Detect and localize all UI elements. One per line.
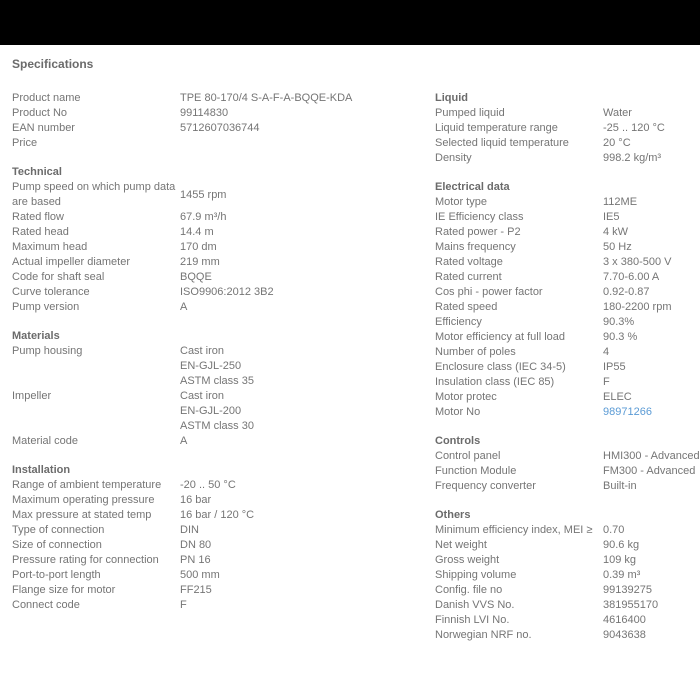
row-value: 0.70 xyxy=(603,524,625,536)
row-value: EN-GJL-250 xyxy=(180,360,242,372)
spec-row xyxy=(435,240,692,255)
row-label: Number of poles xyxy=(435,346,516,358)
row-value: 7.70-6.00 A xyxy=(603,271,660,283)
spec-row xyxy=(12,404,435,419)
row-value: 16 bar / 120 °C xyxy=(180,509,255,521)
row-label: Type of connection xyxy=(12,524,105,536)
row-value: 112ME xyxy=(603,196,638,208)
row-value: 5712607036744 xyxy=(180,122,260,134)
row-label: Pump version xyxy=(12,301,80,313)
spec-section xyxy=(435,508,692,643)
row-label: Max pressure at stated temp xyxy=(12,509,152,521)
row-value: PN 16 xyxy=(180,554,211,566)
row-label: IE Efficiency class xyxy=(435,211,524,223)
row-label: Curve tolerance xyxy=(12,286,90,298)
row-value: F xyxy=(180,599,187,611)
row-value: IE5 xyxy=(603,211,620,223)
row-value: FF215 xyxy=(180,584,212,596)
row-value: 1455 rpm xyxy=(180,188,227,201)
row-label: Pumped liquid xyxy=(435,107,505,119)
row-label: Rated head xyxy=(12,226,69,238)
row-value: 90.3 % xyxy=(603,331,638,343)
spec-row xyxy=(12,285,435,300)
spec-row xyxy=(435,523,692,538)
row-label: Product name xyxy=(12,92,81,104)
section-title: Electrical data xyxy=(435,181,510,193)
row-value: Water xyxy=(603,107,632,119)
spec-row xyxy=(12,568,435,583)
row-label: Mains frequency xyxy=(435,241,516,253)
row-value: 14.4 m xyxy=(180,226,214,238)
row-label: Impeller xyxy=(12,390,52,402)
row-label: Flange size for motor xyxy=(12,584,116,596)
row-value: 381955170 xyxy=(603,599,659,611)
spec-row xyxy=(435,330,692,345)
row-label: Norwegian NRF no. xyxy=(435,629,532,641)
row-label: Connect code xyxy=(12,599,80,611)
spec-section xyxy=(12,91,435,151)
spec-row xyxy=(12,538,435,553)
spec-row xyxy=(435,598,692,613)
spec-row xyxy=(435,136,692,151)
row-value: F xyxy=(603,376,610,388)
row-label: Efficiency xyxy=(435,316,482,328)
row-value: 9043638 xyxy=(603,629,646,641)
row-label: Liquid temperature range xyxy=(435,122,558,134)
spec-column-right xyxy=(435,91,700,643)
spec-row xyxy=(12,434,435,449)
spec-row xyxy=(435,345,692,360)
row-label: Motor efficiency at full load xyxy=(435,331,566,343)
row-value: 4 xyxy=(603,346,610,358)
row-label: Range of ambient temperature xyxy=(12,479,162,491)
row-value: 3 x 380-500 V xyxy=(603,256,672,268)
row-label: EAN number xyxy=(12,122,75,134)
spec-row xyxy=(12,270,435,285)
row-label: Config. file no xyxy=(435,584,503,596)
spec-row xyxy=(12,523,435,538)
spec-row xyxy=(435,121,692,136)
spec-row xyxy=(435,464,696,479)
spec-section xyxy=(435,180,692,420)
row-label: Maximum head xyxy=(12,241,88,253)
row-label: Rated speed xyxy=(435,301,498,313)
row-label: Net weight xyxy=(435,539,487,551)
row-value xyxy=(603,405,692,420)
spec-row xyxy=(435,210,692,225)
row-value: DIN xyxy=(180,524,199,536)
spec-row xyxy=(12,225,435,240)
row-label: Maximum operating pressure xyxy=(12,494,155,506)
row-label: Minimum efficiency index, MEI ≥ xyxy=(435,524,593,536)
spec-section xyxy=(12,329,435,449)
page-title: Specifications xyxy=(12,57,94,71)
top-bar xyxy=(0,0,700,45)
spec-row xyxy=(12,255,435,270)
spec-row xyxy=(435,270,692,285)
row-label: Rated voltage xyxy=(435,256,503,268)
row-value: ISO9906:2012 3B2 xyxy=(180,286,274,298)
row-value: HMI300 - Advanced xyxy=(603,450,700,462)
row-value: 170 dm xyxy=(180,241,217,253)
spec-row xyxy=(435,449,700,464)
spec-row xyxy=(12,419,435,434)
row-value: Built-in xyxy=(603,480,637,492)
row-value: -25 .. 120 °C xyxy=(603,122,665,134)
row-label: Gross weight xyxy=(435,554,500,566)
row-label: Rated flow xyxy=(12,211,64,223)
spec-row xyxy=(435,613,692,628)
row-value: Cast iron xyxy=(180,390,225,402)
spec-row xyxy=(12,374,435,389)
row-value: 90.3% xyxy=(603,316,635,328)
row-value: 500 mm xyxy=(180,569,220,581)
row-label: Finnish LVI No. xyxy=(435,614,510,626)
row-label: Selected liquid temperature xyxy=(435,137,569,149)
row-value: Cast iron xyxy=(180,345,225,357)
row-value: 180-2200 rpm xyxy=(603,301,672,313)
spec-row xyxy=(435,538,692,553)
row-value: FM300 - Advanced xyxy=(603,465,696,477)
spec-row xyxy=(435,553,692,568)
row-value: TPE 80-170/4 S-A-F-A-BQQE-KDA xyxy=(180,92,353,104)
row-label: Port-to-port length xyxy=(12,569,101,581)
row-value: 90.6 kg xyxy=(603,539,640,551)
specifications-page xyxy=(0,57,700,643)
row-label: Rated power - P2 xyxy=(435,226,521,238)
spec-row xyxy=(12,344,435,359)
row-value: EN-GJL-200 xyxy=(180,405,242,417)
row-value: ASTM class 30 xyxy=(180,420,254,432)
row-label: Code for shaft seal xyxy=(12,271,105,283)
row-value: A xyxy=(180,435,188,447)
row-label: Motor type xyxy=(435,196,487,208)
row-label: Size of connection xyxy=(12,539,102,551)
row-label: Danish VVS No. xyxy=(435,599,515,611)
row-label: Cos phi - power factor xyxy=(435,286,543,298)
spec-row xyxy=(435,479,692,494)
spec-row xyxy=(12,300,435,315)
spec-row xyxy=(12,106,435,121)
row-label: Price xyxy=(12,137,38,149)
row-value: 4 kW xyxy=(603,226,629,238)
row-value: 998.2 kg/m³ xyxy=(603,152,662,164)
spec-row xyxy=(435,151,692,166)
spec-row xyxy=(12,240,435,255)
spec-row xyxy=(12,180,435,210)
spec-row xyxy=(12,478,435,493)
row-label: Insulation class (IEC 85) xyxy=(435,376,555,388)
spec-row xyxy=(12,508,435,523)
spec-row xyxy=(435,628,692,643)
spec-row xyxy=(435,285,692,300)
section-title: Materials xyxy=(12,330,60,342)
spec-row xyxy=(435,375,692,390)
row-value: A xyxy=(180,301,188,313)
section-title: Controls xyxy=(435,435,481,447)
row-value: 109 kg xyxy=(603,554,637,566)
spec-columns xyxy=(12,91,700,643)
row-value: 0.92-0.87 xyxy=(603,286,650,298)
spec-column-left xyxy=(12,91,435,613)
spec-row xyxy=(435,315,692,330)
row-value: 20 °C xyxy=(603,137,631,149)
spec-row xyxy=(12,553,435,568)
row-value: 99114830 xyxy=(180,107,229,119)
row-label: Product No xyxy=(12,107,68,119)
row-label: Motor No xyxy=(435,406,481,418)
spec-row xyxy=(435,255,692,270)
spec-section xyxy=(12,165,435,315)
row-value: BQQE xyxy=(180,271,212,283)
spec-row xyxy=(12,598,435,613)
spec-row xyxy=(435,195,692,210)
row-value: IP55 xyxy=(603,361,626,373)
row-label: Function Module xyxy=(435,465,517,477)
row-value: -20 .. 50 °C xyxy=(180,479,236,491)
spec-row xyxy=(12,359,435,374)
row-label: Enclosure class (IEC 34-5) xyxy=(435,361,566,373)
spec-row xyxy=(12,583,435,598)
row-label: Pump housing xyxy=(12,345,83,357)
row-value: ELEC xyxy=(603,391,632,403)
row-label: Actual impeller diameter xyxy=(12,256,130,268)
row-label: Shipping volume xyxy=(435,569,517,581)
row-label: Pressure rating for connection xyxy=(12,554,159,566)
motor-no-link[interactable]: 98971266 xyxy=(603,406,652,418)
row-label: Material code xyxy=(12,435,79,447)
row-label: Density xyxy=(435,152,472,164)
spec-row xyxy=(435,225,692,240)
row-label: Pump speed on which pump data are based xyxy=(12,181,176,208)
row-value: 99139275 xyxy=(603,584,652,596)
section-title: Others xyxy=(435,509,471,521)
row-label: Frequency converter xyxy=(435,480,536,492)
row-value: 219 mm xyxy=(180,256,220,268)
spec-row xyxy=(12,121,435,136)
spec-section xyxy=(435,91,692,166)
row-label: Rated current xyxy=(435,271,502,283)
row-label: Motor protec xyxy=(435,391,497,403)
section-title: Liquid xyxy=(435,92,468,104)
row-value: ASTM class 35 xyxy=(180,375,254,387)
spec-section xyxy=(435,434,700,494)
row-value: 16 bar xyxy=(180,494,212,506)
spec-row xyxy=(12,389,435,404)
section-title: Installation xyxy=(12,464,71,476)
spec-row xyxy=(435,360,692,375)
spec-row xyxy=(12,91,435,106)
spec-row xyxy=(435,583,692,598)
section-title: Technical xyxy=(12,166,62,178)
spec-row xyxy=(435,405,692,420)
spec-row xyxy=(12,493,435,508)
spec-row xyxy=(435,390,692,405)
row-value: DN 80 xyxy=(180,539,212,551)
spec-row xyxy=(12,136,435,151)
row-value: 67.9 m³/h xyxy=(180,211,227,223)
spec-row xyxy=(435,568,692,583)
row-value: 50 Hz xyxy=(603,241,632,253)
spec-row xyxy=(435,300,692,315)
row-value: 0.39 m³ xyxy=(603,569,641,581)
spec-row xyxy=(435,106,692,121)
row-value: 4616400 xyxy=(603,614,646,626)
spec-row xyxy=(12,210,435,225)
spec-section xyxy=(12,463,435,613)
row-label: Control panel xyxy=(435,450,501,462)
